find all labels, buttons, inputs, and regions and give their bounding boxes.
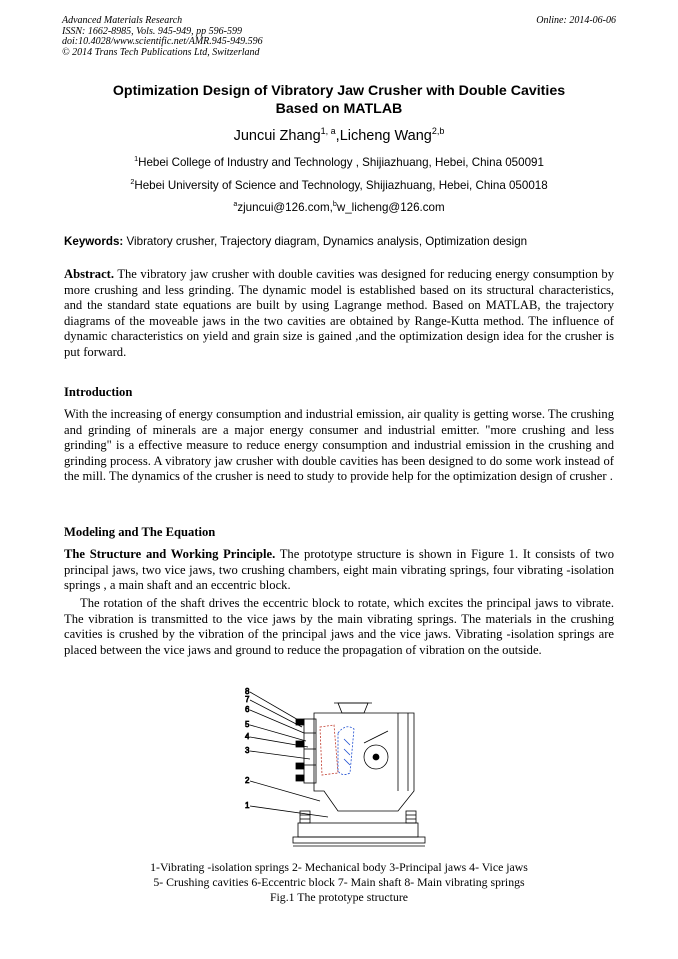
doi: doi:10.4028/www.scientific.net/AMR.945-949.596 bbox=[62, 36, 263, 47]
email-a-sup: a bbox=[233, 199, 238, 209]
caption-line-1: 1-Vibrating -isolation springs 2- Mechanical body 3-Principal jaws 4- Vice jaws bbox=[150, 860, 528, 874]
online-date: Online: 2014-06-06 bbox=[536, 15, 616, 26]
abstract-text: The vibratory jaw crusher with double cavities was designed for reducing energy consumption by more crushing and less grinding. The dynamic model is established based on its structural characteristics, and the standard state equations are built by using Lagrange method. Based on MATLAB, the trajectory diagrams of the moveable jaws in the two cavities are obtained by Range-Kutta method. The influence of dynamic characteristics on yield and grain size is gained ,and the optimization design idea for the crusher is put forward. bbox=[64, 267, 614, 359]
author-1: Juncui Zhang bbox=[233, 128, 321, 144]
title-line-1: Optimization Design of Vibratory Jaw Crusher with Double Cavities bbox=[112, 83, 566, 99]
authors bbox=[60, 128, 618, 144]
intro-heading: Introduction bbox=[64, 385, 133, 399]
feed-hopper bbox=[338, 703, 368, 713]
journal-name: Advanced Materials Research bbox=[62, 15, 183, 26]
abstract-label: Abstract. bbox=[64, 267, 115, 281]
isolation-springs bbox=[300, 811, 416, 823]
aff2-sup: 2 bbox=[130, 177, 135, 187]
figure-labels bbox=[245, 687, 250, 810]
affiliation-1 bbox=[60, 156, 618, 169]
label-4: 4 bbox=[245, 732, 250, 741]
modeling-p1-text: The prototype structure is shown in Figure 1. It consists of two principal jaws, two vice jaws, two crushing chambers, eight main vibrating springs, four vibrating -isolation springs , a main shaft and an eccentric block. bbox=[64, 547, 614, 593]
title-line-2: Based on MATLAB bbox=[275, 101, 403, 117]
caption-line-2: 5- Crushing cavities 6-Eccentric block 7- Main shaft 8- Main vibrating springs bbox=[153, 875, 525, 889]
email-b-sup: b bbox=[332, 199, 337, 209]
issn: ISSN: 1662-8985, Vols. 945-949, pp 596-599 bbox=[62, 25, 242, 37]
intro-text: With the increasing of energy consumption and industrial emission, air quality is getting worse. The crushing and grinding of minerals are a major energy consumer and industrial emitter. "more crushing and less grinding" is a effective measure to reduce energy consumption and industrial emission in the crushing and grinding process. A vibratory jaw crusher with double cavities has been designed to do some work instead of the mill. The dynamics of the crusher is need to study to provide help for the optimization design of crusher . bbox=[64, 407, 614, 484]
journal-header bbox=[62, 16, 263, 58]
author-1-sup: 1, a bbox=[320, 126, 336, 137]
aff2-text: Hebei University of Science and Technology, Shijiazhuang, Hebei, China 050018 bbox=[134, 179, 548, 192]
label-6: 6 bbox=[245, 705, 250, 714]
author-2-sup: 2,b bbox=[431, 126, 445, 137]
label-5: 5 bbox=[245, 720, 250, 729]
mechanical-body bbox=[314, 713, 414, 811]
paper-title bbox=[60, 82, 618, 118]
affiliation-2 bbox=[60, 179, 618, 192]
main-vibrating-springs bbox=[296, 719, 304, 781]
label-3: 3 bbox=[245, 746, 250, 755]
label-1: 1 bbox=[245, 801, 250, 810]
emails bbox=[60, 201, 618, 214]
aff1-text: Hebei College of Industry and Technology , Shijiazhuang, Hebei, China 050091 bbox=[138, 156, 544, 169]
label-2: 2 bbox=[245, 776, 250, 785]
keywords bbox=[64, 235, 527, 248]
main-shaft bbox=[373, 754, 379, 760]
abstract bbox=[64, 267, 614, 361]
email-a[interactable]: zjuncui@126.com, bbox=[237, 201, 333, 214]
email-b[interactable]: w_licheng@126.com bbox=[336, 201, 445, 214]
copyright: © 2014 Trans Tech Publications Ltd, Switzerland bbox=[62, 46, 260, 58]
label-7: 7 bbox=[245, 695, 250, 704]
base-frame bbox=[298, 823, 418, 837]
prototype-structure-figure bbox=[238, 683, 442, 855]
principal-jaw bbox=[320, 725, 338, 775]
modeling-heading: Modeling and The Equation bbox=[64, 525, 216, 539]
modeling-p1 bbox=[64, 547, 614, 594]
ground-plate bbox=[293, 837, 425, 843]
figure-caption bbox=[60, 860, 618, 905]
caption-title: Fig.1 The prototype structure bbox=[269, 890, 409, 904]
structure-label: The Structure and Working Principle. bbox=[64, 547, 276, 561]
keywords-label: Keywords: bbox=[64, 235, 124, 248]
modeling-p2: The rotation of the shaft drives the eccentric block to rotate, which excites the principal jaws to vibrate. The vibration is transmitted to the vice jaws by the main vibrating springs. The materials in the crushing cavities is crushed by the vibration of the principal jaws and the vice jaws. Vibrating -isolation springs are placed between the vice jaws and ground to reduce the propagation of vibration on the outside. bbox=[64, 596, 614, 657]
label-8: 8 bbox=[245, 687, 250, 696]
author-sep: , bbox=[335, 128, 340, 144]
author-2: Licheng Wang bbox=[339, 128, 432, 144]
keywords-text: Vibratory crusher, Trajectory diagram, Dynamics analysis, Optimization design bbox=[126, 235, 528, 248]
aff1-sup: 1 bbox=[134, 154, 139, 164]
